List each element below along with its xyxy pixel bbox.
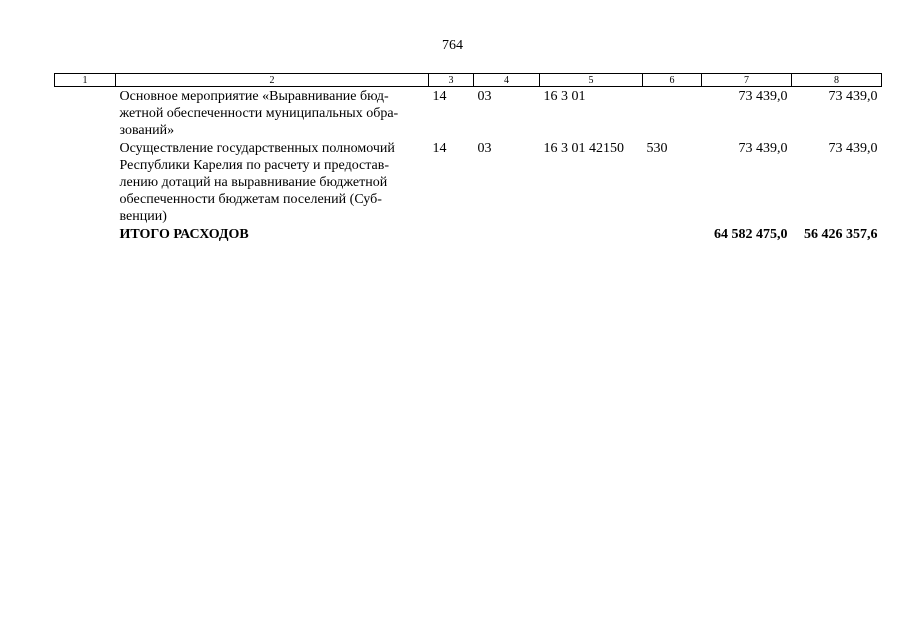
total-col7-cell: 64 582 475,0 (714, 227, 788, 242)
column-header-2: 2 (116, 74, 429, 87)
column-header-5: 5 (540, 74, 643, 87)
total-label: ИТОГО РАСХОДОВ (119, 227, 249, 242)
row-name-cell: Основное мероприятие «Выравнивание бюд-жетной обеспеченности муниципальных обра-зований» (119, 89, 399, 138)
column-header-7: 7 (702, 74, 792, 87)
row-col7-cell: 73 439,0 (738, 89, 788, 104)
row-col6-cell (643, 87, 702, 140)
row-col1-cell (55, 87, 116, 140)
row-col6-cell: 530 (646, 141, 668, 156)
row-col5-cell: 16 3 01 (543, 89, 586, 104)
row-col5-cell: 16 3 01 42150 (543, 141, 624, 156)
row-col4-cell: 03 (477, 141, 492, 156)
total-row (55, 225, 882, 243)
column-number-header-row (55, 74, 882, 87)
table-row (55, 139, 882, 225)
column-header-3: 3 (429, 74, 474, 87)
table-row (55, 87, 882, 140)
page-number: 764 (442, 38, 463, 53)
column-header-4: 4 (474, 74, 540, 87)
row-col7-cell: 73 439,0 (738, 141, 788, 156)
row-col3-cell: 14 (432, 89, 447, 104)
row-col8-cell: 73 439,0 (828, 141, 878, 156)
row-col4-cell: 03 (477, 89, 492, 104)
row-name-cell: Осуществление государственных полномочий Республики Карелия по расчету и предостав-лению дотаций на выравнивание бюджетной обеспеченности бюджетам поселений (Суб-венции) (119, 141, 395, 224)
row-col8-cell: 73 439,0 (828, 89, 878, 104)
row-col3-cell: 14 (432, 141, 447, 156)
column-header-8: 8 (792, 74, 882, 87)
total-col8-cell: 56 426 357,6 (804, 227, 878, 242)
column-header-6: 6 (643, 74, 702, 87)
column-header-1: 1 (55, 74, 116, 87)
budget-table (54, 73, 882, 243)
row-col1-cell (55, 139, 116, 225)
